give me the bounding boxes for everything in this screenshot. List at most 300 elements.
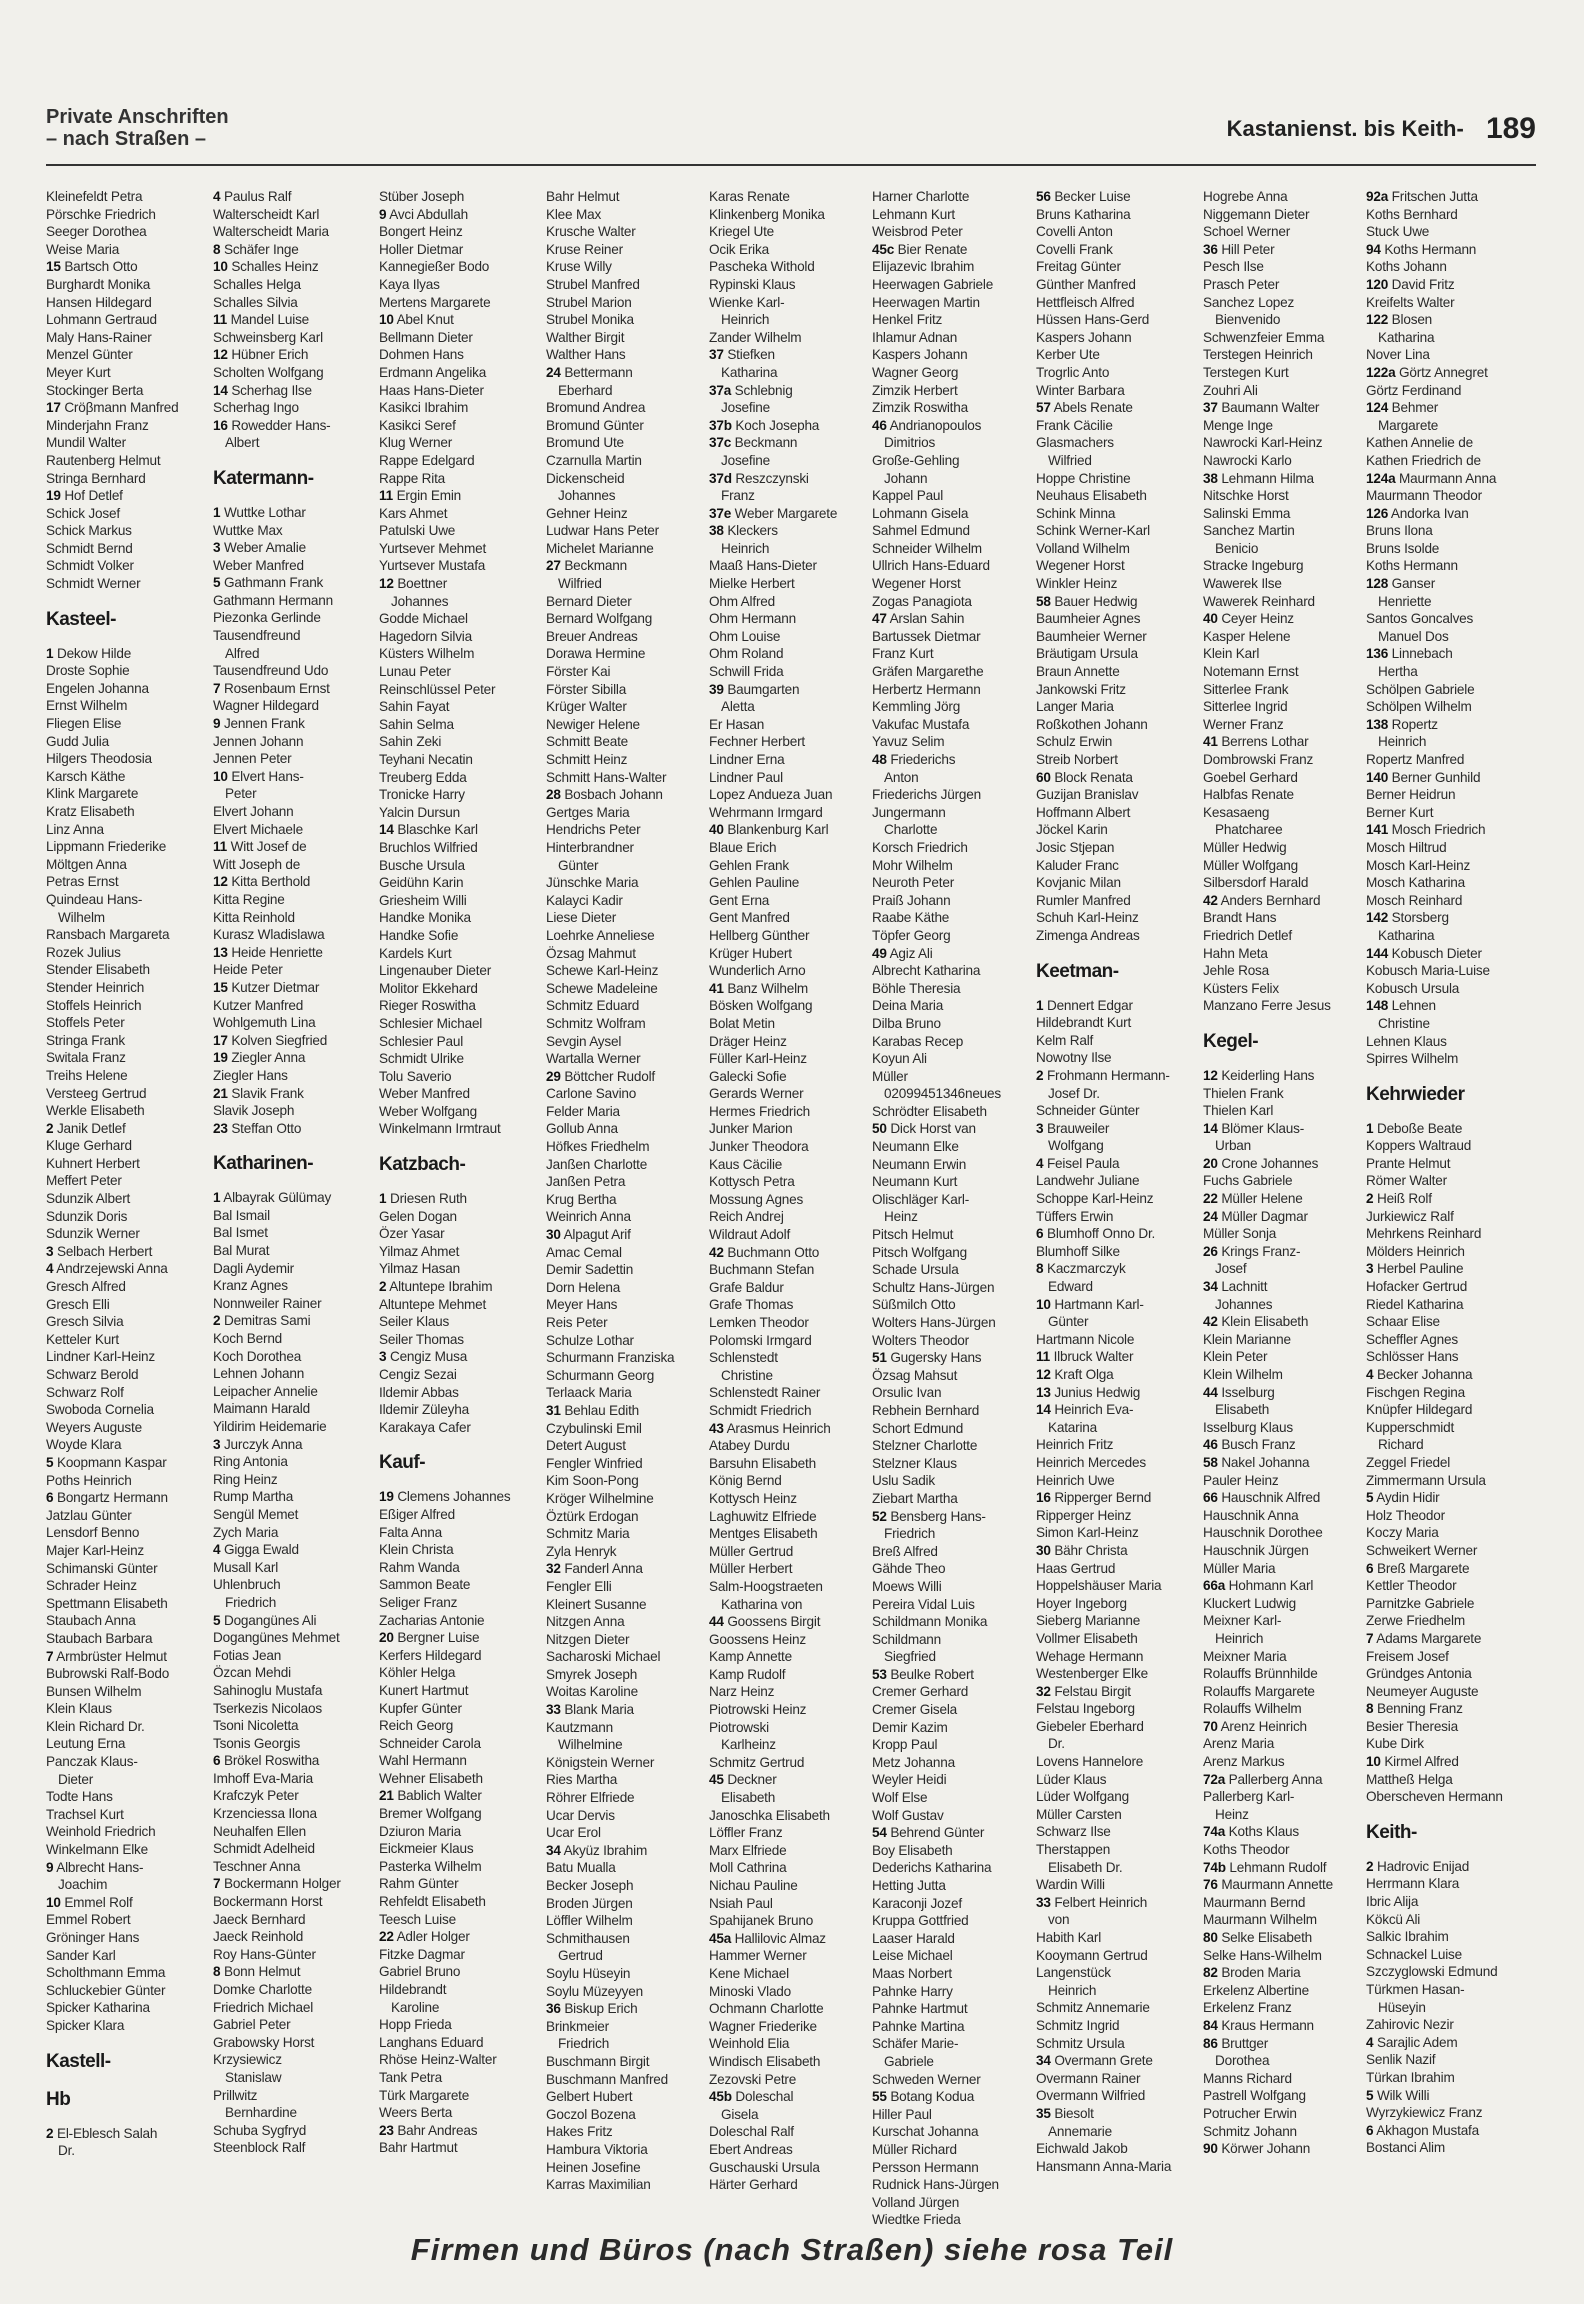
house-number: 19 [213, 1050, 228, 1066]
house-number: 33 [546, 1702, 561, 1718]
resident-entry [709, 1472, 859, 1490]
resident-entry [379, 980, 529, 998]
resident-name: Füller Karl-Heinz [709, 1051, 807, 1067]
resident-entry [872, 786, 1022, 804]
resident-entry [1203, 2123, 1353, 2141]
resident-entry [1203, 962, 1353, 980]
resident-entry [1366, 698, 1516, 716]
resident-entry [1366, 821, 1516, 839]
resident-entry [709, 364, 859, 382]
resident-entry [1036, 346, 1186, 364]
resident-entry [1366, 1524, 1516, 1542]
resident-name: Gelen Dogan [379, 1208, 457, 1224]
resident-name: Cremer Gerhard [872, 1684, 969, 1700]
resident-entry [872, 593, 1022, 611]
resident-entry [546, 698, 696, 716]
resident-name: Hohmann Karl [1228, 1578, 1314, 1594]
resident-entry [546, 716, 696, 734]
resident-name: Förster Sibilla [546, 681, 627, 697]
resident-entry [1366, 1753, 1516, 1771]
resident-entry [1203, 997, 1353, 1015]
resident-name: Ripperger Heinz [1036, 1507, 1132, 1523]
resident-name: Eickmeier Klaus [379, 1841, 474, 1857]
resident-entry [1203, 1788, 1353, 1806]
resident-name: Laaser Harald [872, 1930, 955, 1946]
resident-entry [709, 1173, 859, 1191]
resident-entry [1366, 1278, 1516, 1296]
resident-name: Uslu Sadik [872, 1473, 935, 1489]
house-number: 1 [1366, 1120, 1374, 1136]
resident-name: Bruns Isolde [1366, 540, 1440, 556]
resident-name: Josef [1215, 1261, 1247, 1277]
resident-entry [709, 751, 859, 769]
resident-name: Vollmer Elisabeth [1036, 1630, 1138, 1646]
resident-entry [46, 1243, 196, 1261]
resident-name: Salkic Ibrahim [1366, 1929, 1449, 1945]
resident-entry [379, 206, 529, 224]
resident-name: Friedrich Michael [213, 1999, 314, 2015]
resident-name: Mossung Agnes [709, 1191, 804, 1207]
resident-entry [1366, 1595, 1516, 1613]
resident-entry [379, 2122, 529, 2140]
resident-entry [546, 786, 696, 804]
resident-entry [872, 821, 1022, 839]
resident-entry [872, 1296, 1022, 1314]
resident-name: Schmidt Friedrich [709, 1402, 812, 1418]
resident-name: Lensdorf Benno [46, 1525, 140, 1541]
resident-name: Meixner Maria [1203, 1648, 1287, 1664]
resident-name: Rypinski Klaus [709, 276, 796, 292]
resident-entry [872, 2088, 1022, 2106]
resident-name: Stanislaw [225, 2069, 282, 2085]
resident-name: David Fritz [1391, 276, 1455, 292]
resident-name: Rappe Rita [379, 470, 446, 486]
resident-name: Gollub Anna [546, 1121, 618, 1137]
resident-name: Jehle Rosa [1203, 963, 1270, 979]
house-number: 7 [46, 1648, 54, 1664]
house-number: 5 [213, 1612, 221, 1628]
resident-name: Grabowsky Horst [213, 2034, 315, 2050]
resident-entry [709, 1983, 859, 2001]
resident-entry [709, 681, 859, 699]
resident-entry [379, 733, 529, 751]
resident-name: Hertha [1378, 664, 1418, 680]
resident-entry [872, 1543, 1022, 1561]
resident-name: Sevgin Aysel [546, 1033, 622, 1049]
resident-entry [379, 1541, 529, 1559]
resident-name: Hilgers Theodosia [46, 751, 152, 767]
resident-entry [872, 1208, 1022, 1226]
resident-name: Meyer Hans [546, 1297, 618, 1313]
resident-name: Schölpen Gabriele [1366, 681, 1475, 697]
resident-name: Gathmann Hermann [213, 592, 333, 608]
resident-entry [379, 1488, 529, 1506]
resident-name: Heinrich [1215, 1630, 1264, 1646]
resident-entry [1203, 399, 1353, 417]
resident-name: Michelet Marianne [546, 540, 654, 556]
resident-entry [1366, 1858, 1516, 1876]
resident-entry [1203, 1331, 1353, 1349]
resident-name: Behrend Günter [890, 1825, 985, 1841]
resident-entry [1366, 786, 1516, 804]
resident-entry [1203, 610, 1353, 628]
resident-entry [872, 1068, 1022, 1086]
resident-entry [872, 1420, 1022, 1438]
resident-entry [872, 452, 1022, 470]
resident-name: Dick Horst van [890, 1121, 976, 1137]
resident-name: Carlone Savino [546, 1086, 637, 1102]
house-number: 21 [379, 1788, 394, 1804]
resident-name: Korsch Friedrich [872, 839, 968, 855]
resident-entry [379, 1384, 529, 1402]
resident-entry [872, 1807, 1022, 1825]
resident-entry [213, 188, 363, 206]
resident-entry [379, 1033, 529, 1051]
resident-entry [1366, 1771, 1516, 1789]
resident-entry [1366, 417, 1516, 435]
resident-name: Bongartz Hermann [56, 1490, 168, 1506]
resident-entry [1203, 1243, 1353, 1261]
resident-entry [1036, 1683, 1186, 1701]
resident-entry [1036, 1806, 1186, 1824]
resident-name: Behmer [1391, 400, 1439, 416]
resident-name: Arslan Sahin [889, 611, 965, 627]
resident-entry [709, 1613, 859, 1631]
resident-entry [1203, 1630, 1353, 1648]
resident-entry [1366, 1788, 1516, 1806]
resident-entry [546, 276, 696, 294]
resident-entry [46, 1735, 196, 1753]
resident-entry [546, 1472, 696, 1490]
resident-name: Kamp Annette [709, 1649, 792, 1665]
resident-name: Engelen Johanna [46, 680, 149, 696]
resident-name: Tausendfreund Udo [213, 663, 329, 679]
resident-name: Raabe Käthe [872, 910, 950, 926]
resident-name: Neumann Elke [872, 1139, 959, 1155]
resident-entry [379, 399, 529, 417]
resident-entry [546, 857, 696, 875]
directory-column [1036, 188, 1186, 2175]
resident-entry [1203, 434, 1353, 452]
resident-name: Spicker Katharina [46, 2000, 150, 2016]
resident-name: Müller Herbert [709, 1561, 793, 1577]
resident-name: Patulski Uwe [379, 523, 456, 539]
resident-entry [213, 1629, 363, 1647]
resident-name: Schick Markus [46, 523, 132, 539]
resident-name: Gröninger Hans [46, 1930, 140, 1945]
resident-name: Rahm Günter [379, 1876, 459, 1892]
resident-entry [546, 1296, 696, 1314]
house-number: 8 [1366, 1701, 1374, 1717]
resident-name: Riedel Katharina [1366, 1296, 1464, 1312]
resident-entry [1036, 821, 1186, 839]
resident-name: Weinrich Anna [546, 1209, 631, 1225]
resident-entry [1366, 1243, 1516, 1261]
resident-entry [546, 1068, 696, 1086]
resident-entry [379, 434, 529, 452]
resident-name: Mosch Friedrich [1391, 822, 1486, 838]
resident-name: Narz Heinz [709, 1684, 775, 1700]
directory-column [546, 188, 696, 2194]
resident-entry [379, 945, 529, 963]
resident-entry [1036, 1032, 1186, 1050]
resident-entry [213, 715, 363, 733]
resident-name: Isselburg [1221, 1384, 1275, 1400]
resident-name: Richard [1378, 1437, 1424, 1453]
house-number: 126 [1366, 505, 1389, 521]
resident-entry [546, 1666, 696, 1684]
resident-entry [213, 1963, 363, 1981]
resident-entry [709, 470, 859, 488]
resident-entry [379, 1612, 529, 1630]
resident-entry [379, 1243, 529, 1261]
house-number: 2 [1366, 1191, 1374, 1207]
resident-entry [546, 1490, 696, 1508]
resident-name: Langenstück [1036, 1965, 1111, 1981]
house-number: 2 [1366, 1858, 1374, 1874]
resident-entry [46, 733, 196, 751]
resident-entry [1036, 1472, 1186, 1490]
resident-name: Stelzner Charlotte [872, 1438, 978, 1454]
resident-name: Dagli Aydemir [213, 1260, 295, 1276]
resident-name: Detert August [546, 1438, 626, 1454]
resident-name: Ildemir Züleyha [379, 1402, 469, 1418]
resident-name: Lindner Karl-Heinz [46, 1349, 155, 1365]
resident-entry [546, 1789, 696, 1807]
resident-name: Tserkezis Nicolaos [213, 1700, 322, 1716]
resident-entry [1203, 945, 1353, 963]
resident-name: Cengiz Musa [389, 1349, 468, 1365]
resident-entry [1036, 241, 1186, 259]
resident-entry [1366, 593, 1516, 611]
resident-name: Dorawa Hermine [546, 646, 646, 662]
resident-entry [46, 258, 196, 276]
resident-entry [379, 1735, 529, 1753]
resident-name: Schweden Werner [872, 2071, 981, 2087]
resident-entry [1203, 417, 1353, 435]
resident-entry [872, 1349, 1022, 1367]
resident-entry [872, 980, 1022, 998]
resident-entry [46, 680, 196, 698]
resident-name: Droste Sophie [46, 663, 130, 679]
resident-entry [46, 821, 196, 839]
resident-entry [379, 470, 529, 488]
house-number: 57 [1036, 400, 1051, 416]
resident-entry [872, 1965, 1022, 1983]
resident-name: Karas Renate [709, 189, 790, 204]
resident-name: Schölpen Wilhelm [1366, 699, 1472, 715]
resident-name: Müller Wolfgang [1203, 857, 1298, 873]
resident-name: Szczyglowski Edmund [1366, 1964, 1498, 1980]
house-number: 20 [379, 1630, 394, 1646]
resident-name: Fliegen Elise [46, 716, 122, 732]
resident-name: Dogangünes Ali [223, 1612, 317, 1628]
resident-entry [872, 2141, 1022, 2159]
resident-entry [1366, 258, 1516, 276]
resident-entry [1366, 1172, 1516, 1190]
resident-entry [379, 1401, 529, 1419]
resident-entry [1366, 1577, 1516, 1595]
resident-entry [1036, 2158, 1186, 2176]
resident-entry [379, 276, 529, 294]
directory-column [46, 188, 196, 2160]
resident-name: Seliger Franz [379, 1594, 458, 1610]
resident-entry [1366, 346, 1516, 364]
street-heading: Keetman- [1036, 960, 1119, 982]
resident-entry [546, 1279, 696, 1297]
resident-name: Krafczyk Peter [213, 1788, 299, 1804]
resident-name: Koopmann Kaspar [56, 1454, 167, 1470]
resident-name: Arenz Heinrich [1220, 1718, 1307, 1734]
resident-entry [1366, 1700, 1516, 1718]
house-number: 148 [1366, 998, 1389, 1014]
resident-entry [213, 1260, 363, 1278]
resident-entry [213, 1189, 363, 1207]
resident-entry [1203, 1489, 1353, 1507]
resident-entry [1366, 1683, 1516, 1701]
resident-name: Schlesier Paul [379, 1033, 464, 1049]
resident-name: Freitag Günter [1036, 259, 1121, 275]
resident-entry [1036, 733, 1186, 751]
house-number: 1 [213, 504, 221, 520]
resident-name: Heinrich [721, 540, 770, 556]
resident-name: Schalles Helga [213, 276, 301, 292]
resident-name: Goossens Birgit [727, 1614, 821, 1630]
resident-entry [709, 311, 859, 329]
resident-entry [46, 1771, 196, 1789]
resident-entry [379, 1103, 529, 1121]
resident-entry [46, 1612, 196, 1630]
resident-entry [1203, 909, 1353, 927]
resident-entry [1203, 452, 1353, 470]
resident-entry [1203, 1648, 1353, 1666]
resident-name: Kolven Siegfried [231, 1032, 328, 1048]
resident-entry [709, 1103, 859, 1121]
resident-entry [546, 1173, 696, 1191]
house-number: 3 [213, 1436, 221, 1452]
house-number: 4 [1366, 1367, 1374, 1382]
resident-entry [213, 1032, 363, 1050]
resident-name: Cröβmann Manfred [64, 400, 179, 416]
resident-entry [1036, 1823, 1186, 1841]
resident-name: Müller Hedwig [1203, 839, 1287, 855]
resident-name: Wildraut Adolf [709, 1227, 791, 1243]
resident-name: Maurmann Wilhelm [1203, 1912, 1317, 1928]
resident-entry [872, 733, 1022, 751]
resident-entry [1036, 470, 1186, 488]
resident-name: Möltgen Anna [46, 856, 127, 872]
house-number: 144 [1366, 945, 1389, 961]
resident-name: Weyers Auguste [46, 1419, 142, 1435]
resident-entry [1036, 1102, 1186, 1120]
resident-entry [1366, 927, 1516, 945]
resident-entry [1036, 786, 1186, 804]
resident-name: Baumann Walter [1221, 400, 1320, 416]
resident-entry [1036, 505, 1186, 523]
resident-entry [1036, 2087, 1186, 2105]
resident-entry [546, 1736, 696, 1754]
resident-name: Klein Richard Dr. [46, 1718, 145, 1734]
resident-entry [709, 206, 859, 224]
resident-name: Junker Marion [709, 1121, 793, 1137]
resident-entry [546, 1138, 696, 1156]
resident-name: Kupperschmidt [1366, 1419, 1455, 1435]
house-number: 38 [709, 523, 724, 539]
resident-entry [46, 1454, 196, 1472]
resident-name: Johannes [558, 488, 616, 504]
resident-name: Weber Wolfgang [379, 1103, 477, 1119]
resident-entry [46, 575, 196, 593]
resident-entry [1036, 223, 1186, 241]
resident-entry [46, 1489, 196, 1507]
resident-name: Praiß Johann [872, 892, 951, 908]
resident-entry [1036, 1771, 1186, 1789]
resident-entry [1203, 1120, 1353, 1138]
resident-name: Junius Hedwig [1054, 1384, 1141, 1400]
resident-name: Felstau Ingeborg [1036, 1701, 1135, 1717]
resident-entry [213, 1312, 363, 1330]
resident-name: Schalles Heinz [231, 259, 319, 275]
resident-entry [46, 1331, 196, 1349]
resident-entry [46, 1436, 196, 1454]
resident-name: Neuhaus Elisabeth [1036, 488, 1147, 504]
resident-entry [546, 1771, 696, 1789]
resident-name: Bruns Katharina [1036, 206, 1131, 222]
resident-name: Wawerek Reinhard [1203, 593, 1315, 609]
house-number: 120 [1366, 276, 1389, 292]
resident-entry [46, 803, 196, 821]
resident-name: Katharina [1378, 927, 1435, 943]
resident-name: Wawerek Ilse [1203, 576, 1282, 592]
resident-entry [46, 715, 196, 733]
resident-name: Nawrocki Karlo [1203, 452, 1292, 468]
resident-name: Bähr Christa [1054, 1542, 1128, 1558]
resident-name: Bier Renate [897, 241, 968, 257]
resident-name: Haas Gertrud [1036, 1560, 1116, 1576]
house-number: 37 [1203, 400, 1218, 416]
resident-entry [546, 1578, 696, 1596]
resident-name: Falta Anna [379, 1524, 442, 1540]
house-number: 5 [46, 1454, 54, 1470]
house-number: 124 [1366, 400, 1389, 416]
resident-entry [709, 1279, 859, 1297]
resident-entry [379, 786, 529, 804]
resident-entry [1036, 399, 1186, 417]
resident-name: Meffert Peter [46, 1173, 122, 1189]
resident-entry [709, 223, 859, 241]
resident-name: Schmitz Maria [546, 1526, 630, 1542]
resident-entry [46, 1313, 196, 1331]
resident-entry [213, 733, 363, 751]
resident-entry [872, 399, 1022, 417]
resident-name: Kluge Gerhard [46, 1138, 132, 1154]
resident-name: Spahijanek Bruno [709, 1913, 814, 1929]
resident-entry [709, 1789, 859, 1807]
resident-entry [709, 1156, 859, 1174]
resident-entry [1366, 804, 1516, 822]
resident-name: Blank Maria [564, 1702, 634, 1718]
resident-entry [1036, 593, 1186, 611]
resident-entry [213, 1383, 363, 1401]
resident-entry [379, 1823, 529, 1841]
house-number: 58 [1036, 593, 1051, 609]
resident-name: Maurmann Bernd [1203, 1894, 1306, 1910]
resident-entry [1203, 1753, 1353, 1771]
resident-name: Tüffers Erwin [1036, 1208, 1114, 1224]
resident-name: Wuttke Max [213, 522, 283, 538]
resident-name: Türk Margarete [379, 2087, 470, 2103]
resident-entry [872, 1015, 1022, 1033]
